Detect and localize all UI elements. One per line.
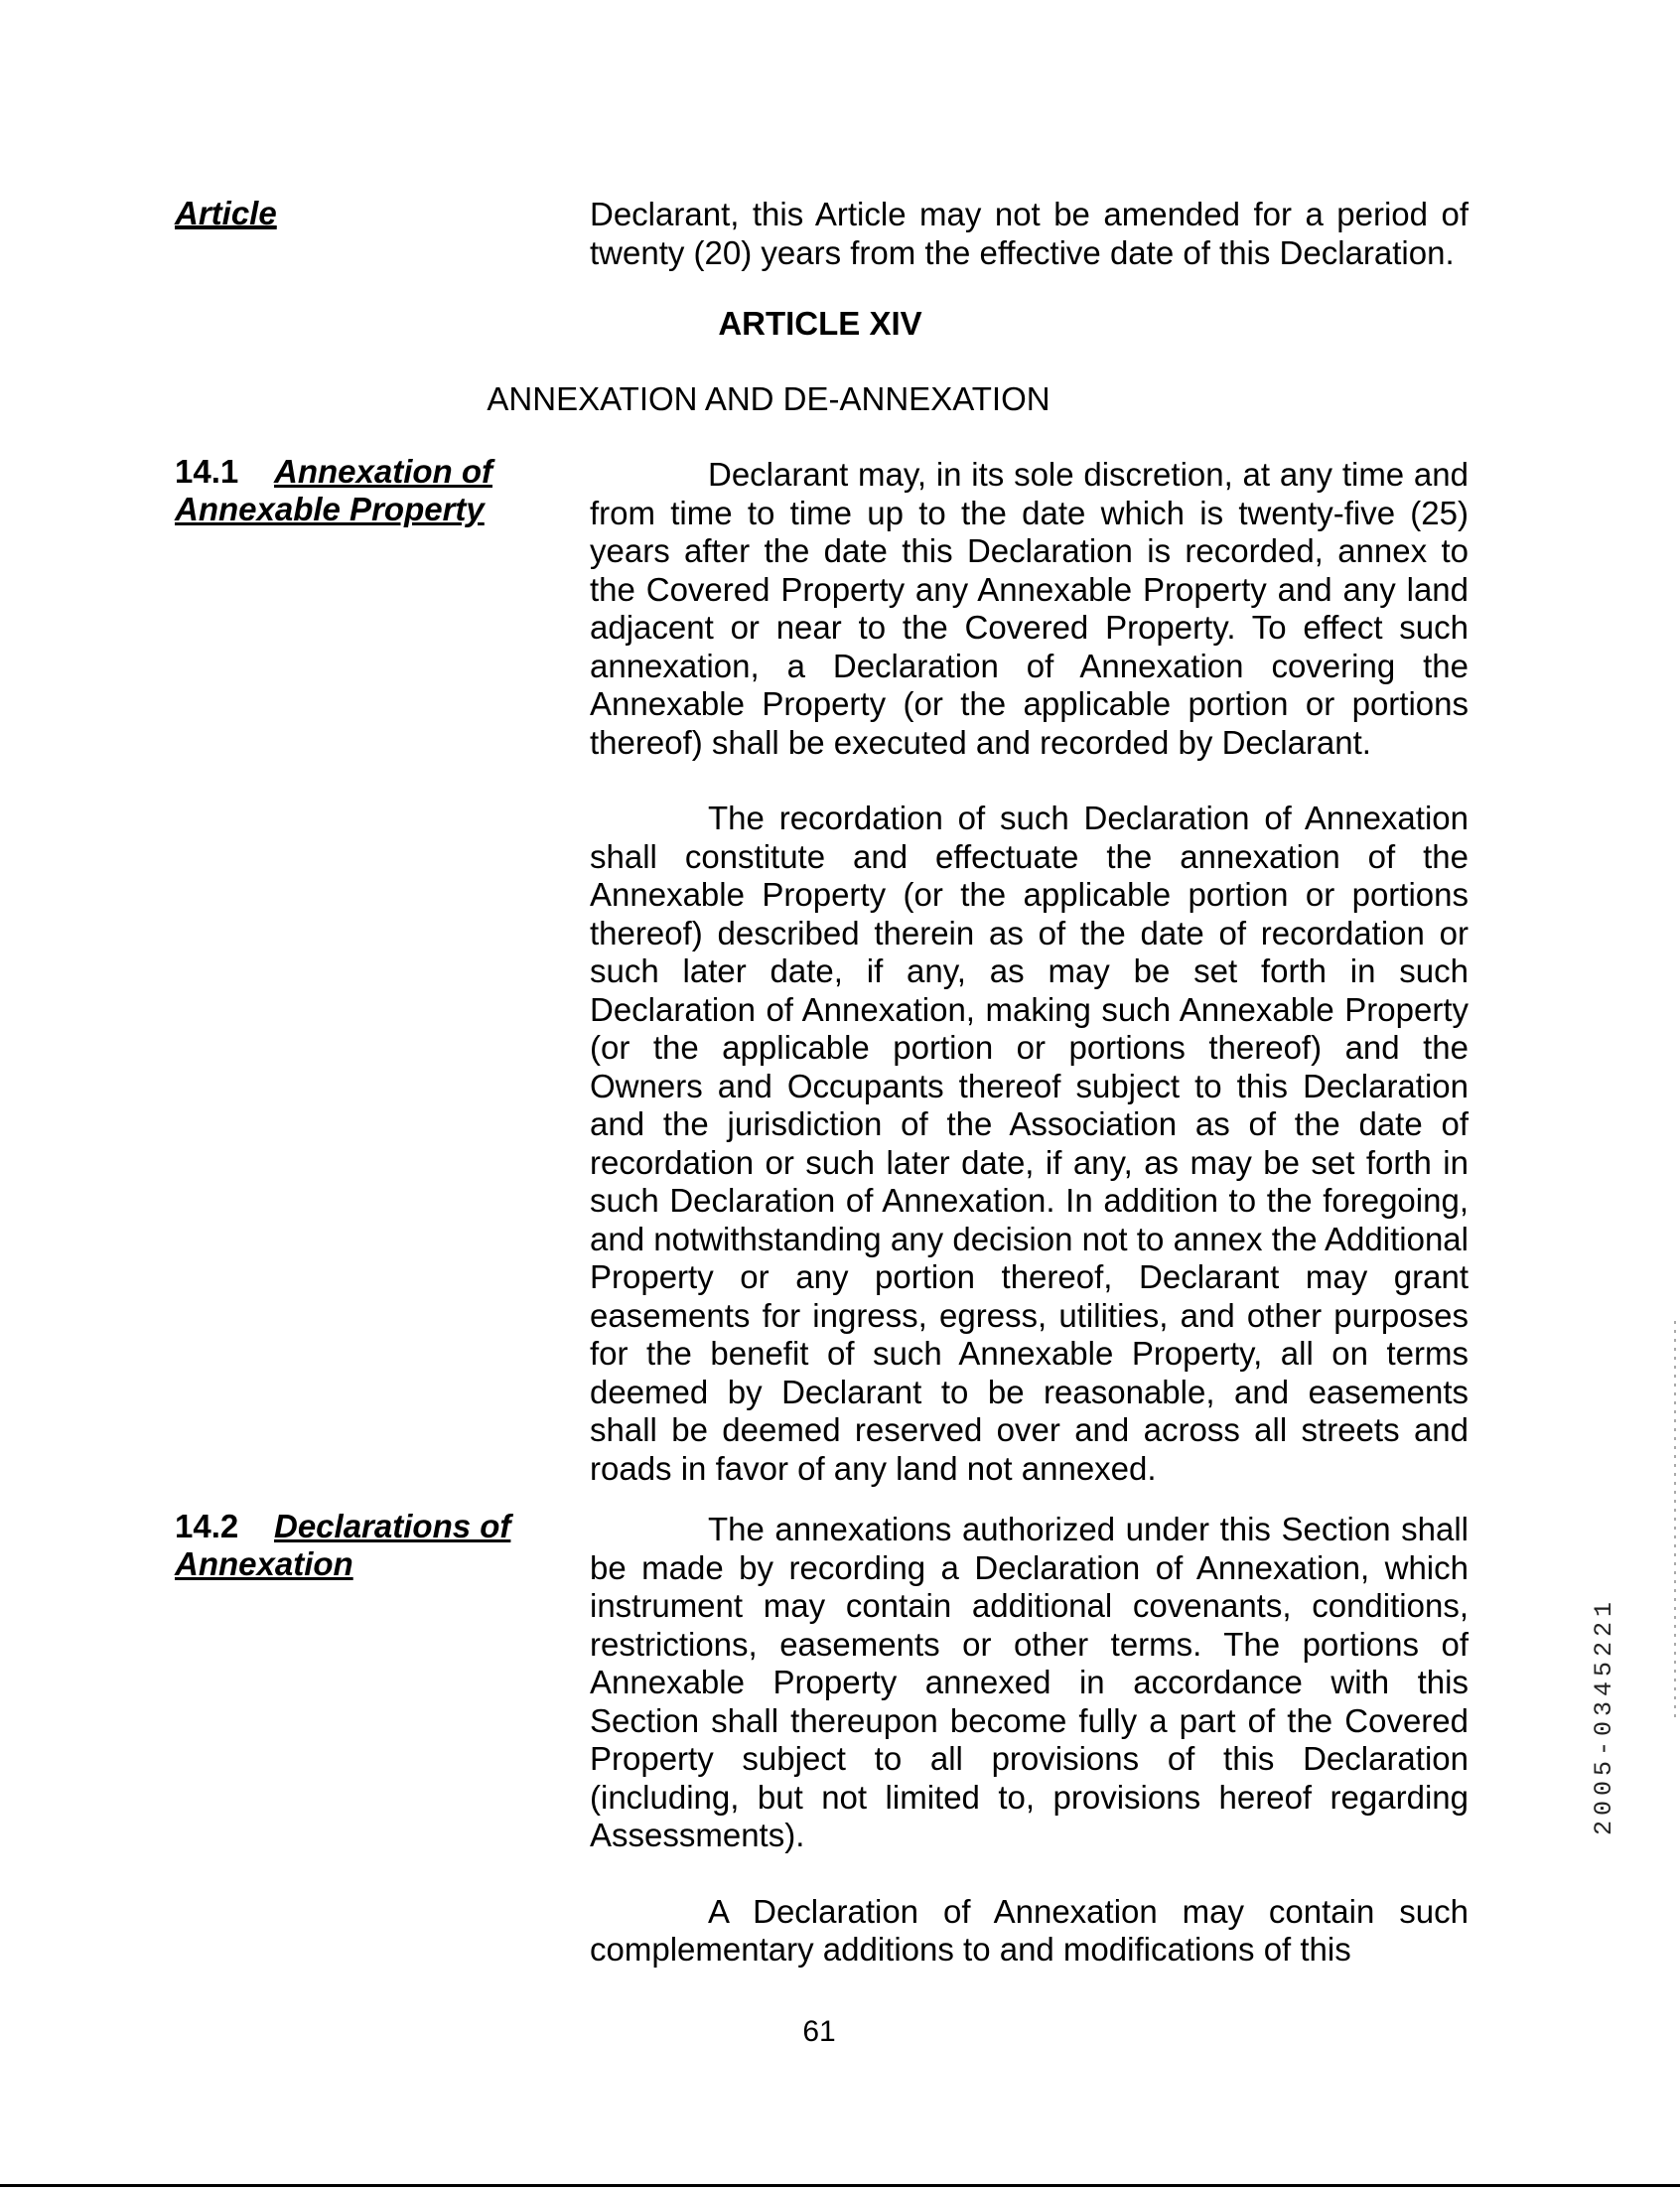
section-14-2-heading: 14.2 Declarations of Annexation xyxy=(175,1508,511,1582)
section-14-2-body xyxy=(590,1511,1469,1970)
scan-edge-marks xyxy=(1674,1321,1676,1718)
section-14-1-heading: 14.1 Annexation of Annexable Property xyxy=(175,453,492,527)
article-number: ARTICLE XIV xyxy=(718,305,922,342)
section-14-2-paragraph-1: The annexations authorized under this Section shall be made by recording a Declaration of Annexation, which instrument may contain additional covenants, conditions, restrictions, easements or other terms. The portions of Annexable Property annexed in accordance with this Section shall thereupon become fully a part of the Covered Property subject to all provisions of this Declaration (including, but not limited to, provisions hereof regarding Assessments). xyxy=(590,1511,1469,1853)
top-fragment-text: Declarant, this Article may not be amended for a period of twenty (20) years from the effective date of this Declaration. xyxy=(590,196,1469,271)
section-14-1-body xyxy=(590,456,1469,1488)
section-14-2-paragraph-2: A Declaration of Annexation may contain such complementary additions to and modifications of this xyxy=(590,1892,1469,1968)
side-heading-article: Article xyxy=(175,195,277,231)
section-14-1-paragraph-2: The recordation of such Declaration of Annexation shall constitute and effectuate the annexation of the Annexable Property (or the applicable portion or portions thereof) described therein as of the date of recordation or such later date, if any, as may be set forth in such Declaration of Annexation, making such Annexable Property (or the applicable portion or portions thereof) and the Owners and Occupants thereof subject to this Declaration and the jurisdiction of the Association as of the date of recordation or such later date, if any, as may be set forth in such Declaration of Annexation. In addition to the foregoing, and notwithstanding any decision not to annex the Additional Property or any portion thereof, Declarant may grant easements for ingress, egress, utilities, and other purposes for the benefit of such Annexable Property, all on terms deemed by Declarant to be reasonable, and easements shall be deemed reserved over and across all streets and roads in favor of any land not annexed. xyxy=(590,800,1469,1487)
recording-stamp: 2005-0345221 xyxy=(1590,1597,1618,1836)
bottom-rule xyxy=(0,2184,1680,2187)
section-14-1-paragraph-1: Declarant may, in its sole discretion, at any time and from time to time up to the date which is twenty-five (25) years after the date this Declaration is recorded, annex to the Covered Property any Annexable Property and any land adjacent or near to the Covered Property. To effect such annexation, a Declaration of Annexation covering the Annexable Property (or the applicable portion or portions thereof) shall be executed and recorded by Declarant. xyxy=(590,456,1469,761)
article-title: ANNEXATION AND DE-ANNEXATION xyxy=(487,380,1050,417)
page-number: 61 xyxy=(802,2015,836,2048)
